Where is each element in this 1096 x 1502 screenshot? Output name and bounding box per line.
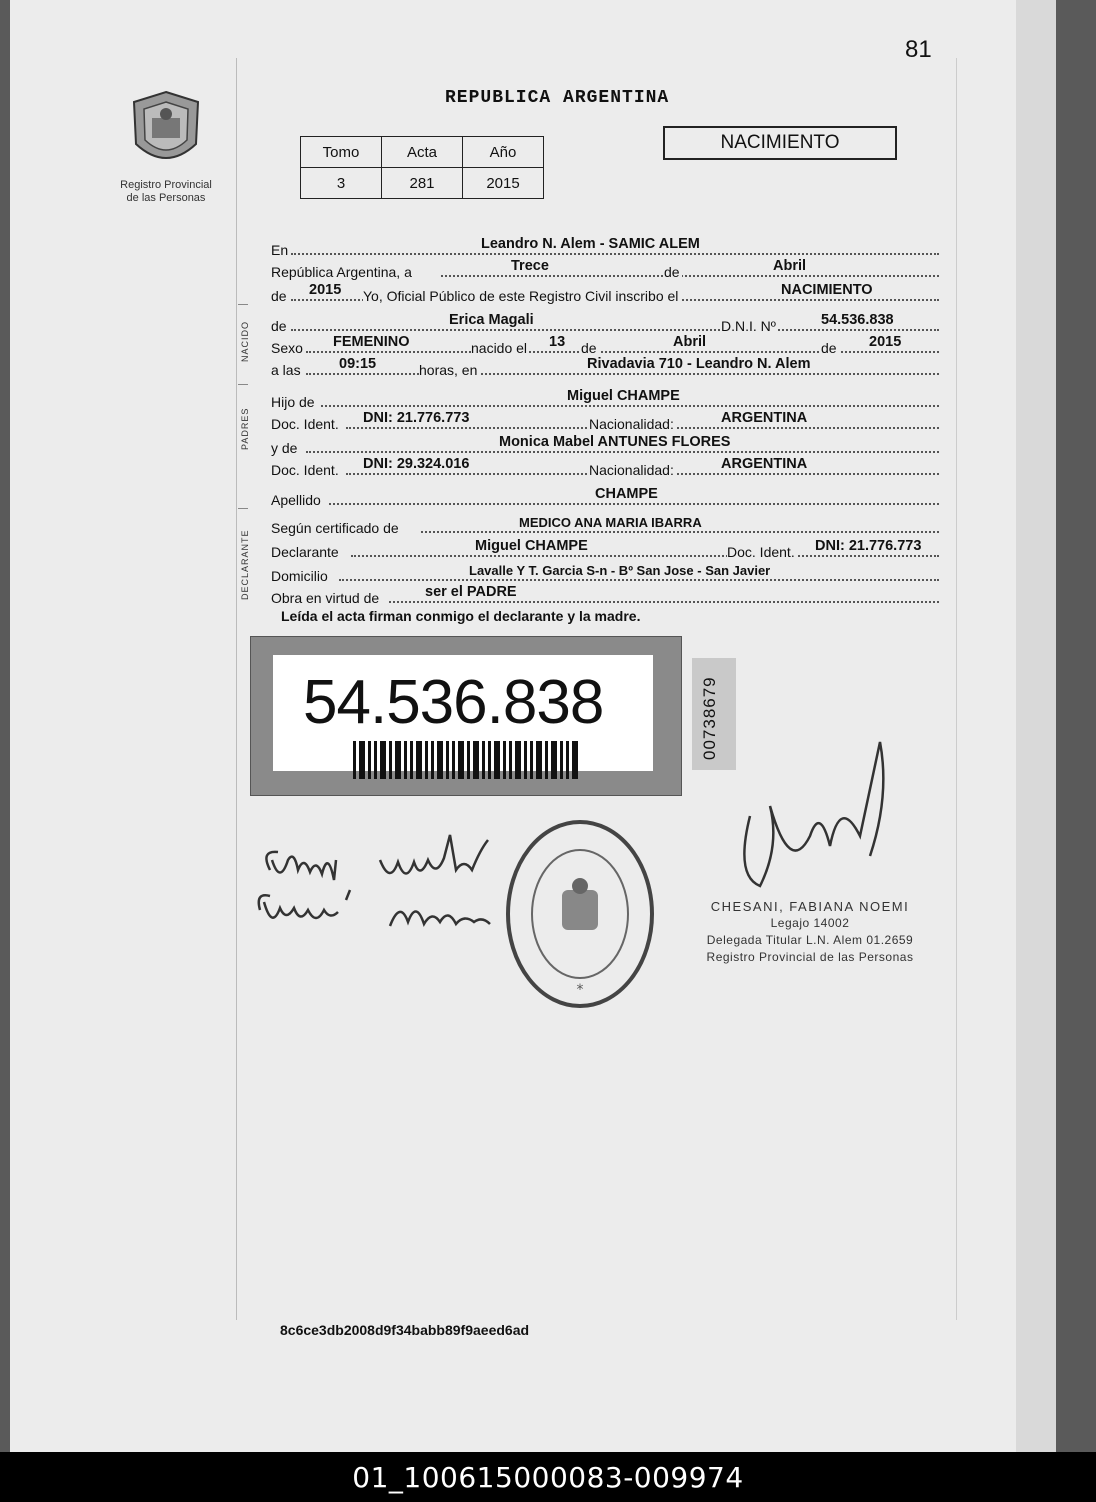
value-hora: 09:15 — [339, 356, 377, 372]
header-acta: Acta — [382, 137, 463, 168]
label-hijo-de: Hijo de — [271, 394, 315, 410]
value-lugar-nacimiento: Rivadavia 710 - Leandro N. Alem — [587, 356, 811, 372]
row-domicilio — [271, 562, 939, 584]
label-anio-de: de — [271, 288, 287, 304]
registry-table — [300, 136, 544, 199]
label-doc-padre: Doc. Ident. — [271, 416, 339, 432]
barcode-icon — [353, 741, 578, 779]
label-nacido-de: de — [581, 340, 597, 356]
value-domicilio: Lavalle Y T. Garcia S-n - Bº San Jose - San Javier — [469, 563, 771, 578]
side-label-nacido: NACIDO — [240, 320, 250, 362]
value-padre: Miguel CHAMPE — [567, 388, 680, 404]
officer-registro: Registro Provincial de las Personas — [706, 950, 914, 964]
value-padre-doc: DNI: 21.776.773 — [363, 410, 470, 426]
label-sexo: Sexo — [271, 340, 303, 356]
official-stamp-icon — [500, 814, 660, 1014]
value-dia: Trece — [511, 258, 549, 274]
officer-name: CHESANI, FABIANA NOEMI — [710, 899, 910, 914]
serial-number: 00738679 — [700, 676, 719, 760]
section-divider — [238, 304, 248, 305]
value-apellido: CHAMPE — [595, 486, 658, 502]
label-domicilio: Domicilio — [271, 568, 328, 584]
province-seal-icon — [128, 88, 204, 174]
record-type-box: NACIMIENTO — [663, 126, 897, 160]
label-hora: a las — [271, 362, 301, 378]
row-hora — [271, 356, 939, 378]
value-nacido-mes: Abril — [673, 334, 707, 350]
value-madre-nac: ARGENTINA — [721, 456, 808, 472]
value-anio: 2015 — [463, 168, 544, 199]
row-padre-doc — [271, 410, 939, 432]
side-label-declarante: DECLARANTE — [240, 529, 250, 600]
row-madre-doc — [271, 456, 939, 478]
sticker-dni-number: 54.536.838 — [303, 668, 604, 737]
label-doc-declarante: Doc. Ident. — [727, 544, 795, 560]
value-sexo: FEMENINO — [333, 334, 410, 350]
margin-line — [236, 58, 237, 1320]
row-nombre — [271, 312, 939, 334]
value-madre: Monica Mabel ANTUNES FLORES — [499, 434, 731, 450]
row-obra — [271, 584, 939, 606]
label-nac-padre: Nacionalidad: — [589, 416, 674, 432]
row-anio — [271, 282, 939, 304]
officer-signature-icon — [730, 736, 900, 896]
image-id-bar: 01_100615000083-009974 — [0, 1452, 1096, 1502]
value-certificado: MEDICO ANA MARIA IBARRA — [519, 515, 702, 530]
svg-text:*: * — [576, 982, 584, 998]
value-lugar-registro: Leandro N. Alem - SAMIC ALEM — [481, 236, 700, 252]
value-tomo: 3 — [301, 168, 382, 199]
value-inscribo: NACIMIENTO — [781, 282, 873, 298]
label-de: de — [664, 264, 680, 280]
label-obra: Obra en virtud de — [271, 590, 380, 606]
value-padre-nac: ARGENTINA — [721, 410, 808, 426]
page-edge — [1016, 0, 1056, 1452]
label-dni: D.N.I. Nº — [721, 318, 776, 334]
value-acta: 281 — [382, 168, 463, 199]
label-y-de: y de — [271, 440, 298, 456]
page-number: 81 — [905, 36, 932, 63]
label-republica: República Argentina, a — [271, 264, 412, 280]
declarant-signature-icon — [250, 830, 520, 950]
registry-logo — [116, 88, 216, 205]
row-sexo — [271, 334, 939, 356]
row-en — [271, 236, 939, 258]
value-nacido-anio: 2015 — [869, 334, 902, 350]
value-nombre: Erica Magali — [449, 312, 534, 328]
section-divider — [238, 508, 248, 509]
officer-legajo: Legajo 14002 — [770, 916, 850, 930]
value-nacido-dia: 13 — [549, 334, 566, 350]
label-declarante: Declarante — [271, 544, 339, 560]
document-hash: 8c6ce3db2008d9f34babb89f9aeed6ad — [280, 1322, 530, 1338]
dni-sticker-label — [273, 655, 653, 771]
label-doc-madre: Doc. Ident. — [271, 462, 339, 478]
document-page — [10, 0, 1056, 1452]
label-nacido: nacido el — [471, 340, 528, 356]
row-certificado — [271, 514, 939, 536]
officer-block — [665, 898, 955, 966]
label-nombre: de — [271, 318, 287, 334]
header-tomo: Tomo — [301, 137, 382, 168]
header-anio: Año — [463, 137, 544, 168]
row-apellido — [271, 486, 939, 508]
section-divider — [238, 384, 248, 385]
side-label-padres: PADRES — [240, 407, 250, 450]
value-declarante: Miguel CHAMPE — [475, 538, 588, 554]
officer-cargo: Delegada Titular L.N. Alem 01.2659 — [706, 933, 914, 947]
margin-line-right — [956, 58, 957, 1320]
label-nacido-de2: de — [821, 340, 837, 356]
document-title: REPUBLICA ARGENTINA — [445, 88, 670, 108]
row-declarante — [271, 538, 939, 560]
dni-sticker — [250, 636, 682, 796]
label-nac-madre: Nacionalidad: — [589, 462, 674, 478]
row-madre — [271, 434, 939, 456]
value-mes: Abril — [773, 258, 807, 274]
value-obra: ser el PADRE — [425, 584, 517, 600]
value-declarante-doc: DNI: 21.776.773 — [815, 538, 922, 554]
label-en: En — [271, 242, 289, 258]
label-certificado: Según certificado de — [271, 520, 399, 536]
value-madre-doc: DNI: 29.324.016 — [363, 456, 470, 472]
label-oficial: Yo, Oficial Público de este Registro Civil inscribo el — [363, 288, 679, 304]
row-padre — [271, 388, 939, 410]
logo-text: Registro Provincial de las Personas — [120, 179, 212, 204]
value-anio-registro: 2015 — [309, 282, 342, 298]
closing-statement: Leída el acta firman conmigo el declarante y la madre. — [281, 608, 641, 624]
label-horas-en: horas, en — [419, 362, 478, 378]
value-dni: 54.536.838 — [821, 312, 894, 328]
row-fecha-registro — [271, 258, 939, 280]
label-apellido: Apellido — [271, 492, 321, 508]
